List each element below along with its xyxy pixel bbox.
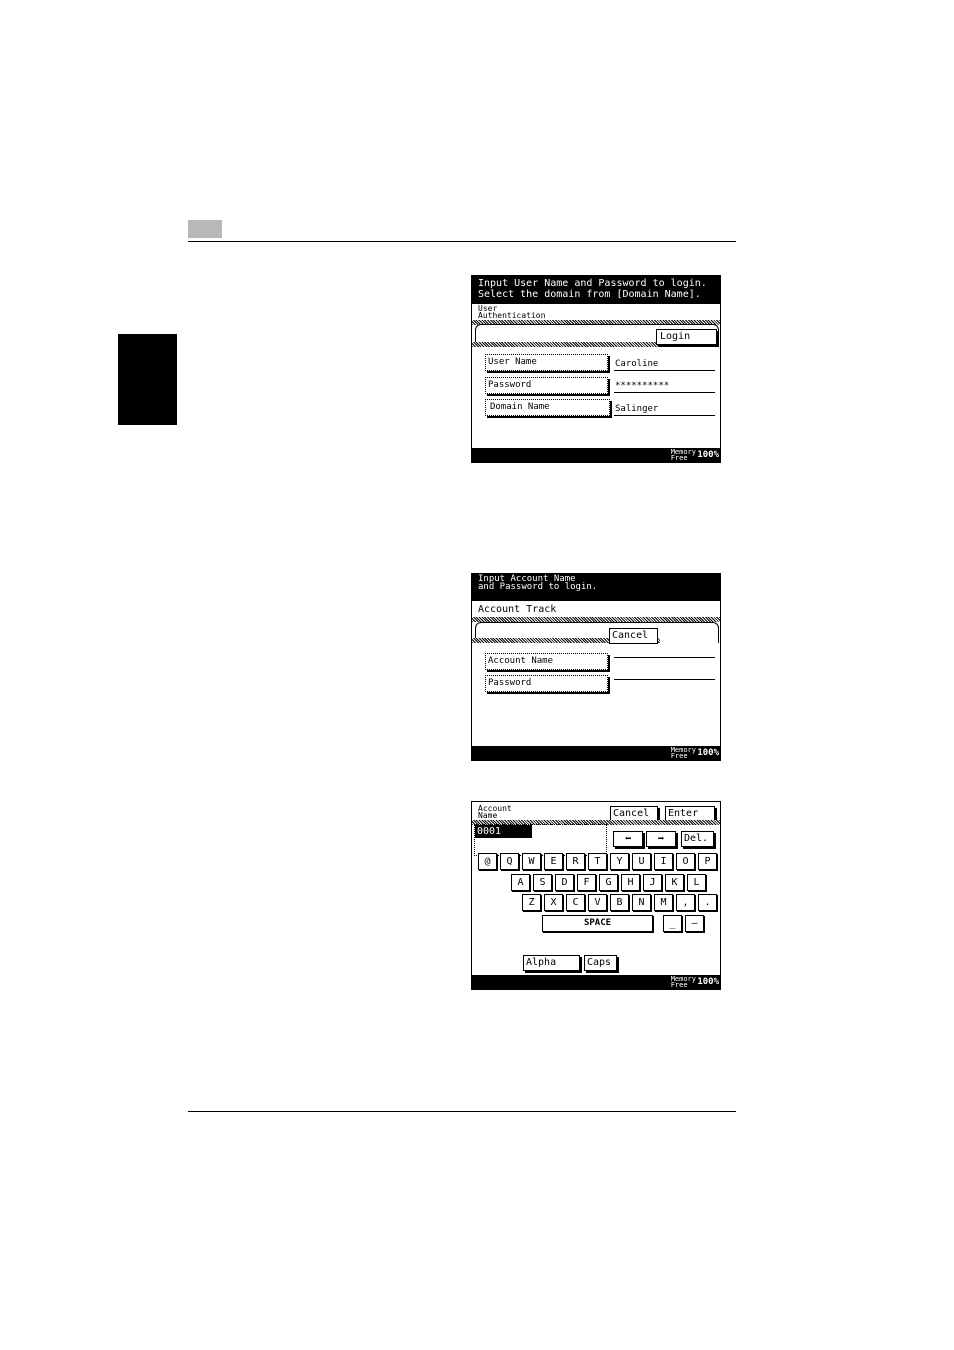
key-x[interactable]: X [544, 894, 563, 911]
account-track-screen [471, 573, 721, 761]
user-name-value: Caroline [614, 358, 715, 371]
cursor-left-button[interactable] [613, 831, 643, 847]
memory-free-label: Memory Free [670, 448, 696, 462]
key-d[interactable]: D [555, 874, 574, 891]
header-page-tab [188, 220, 222, 238]
key-underscore[interactable]: _ [663, 915, 682, 932]
memory-free-value: 100% [697, 977, 719, 987]
key-w[interactable]: W [522, 853, 541, 870]
key-u[interactable]: U [632, 853, 651, 870]
caps-button[interactable]: Caps [584, 955, 617, 971]
key-p[interactable]: P [698, 853, 717, 870]
key-s[interactable]: S [533, 874, 552, 891]
key-dash[interactable]: — [685, 915, 704, 932]
key-comma[interactable]: , [676, 894, 695, 911]
memory-free-value: 100% [697, 748, 719, 758]
password-button[interactable]: Password [485, 377, 608, 394]
domain-name-value: Salinger [614, 403, 715, 416]
message-bar: Input Account Name and Password to login. [472, 574, 720, 601]
login-button[interactable]: Login [656, 329, 717, 345]
key-k[interactable]: K [665, 874, 684, 891]
cancel-button[interactable]: Cancel [610, 806, 658, 822]
alpha-button[interactable]: Alpha [523, 955, 580, 971]
section-label: User Authentication [478, 304, 546, 320]
user-auth-screen [471, 275, 721, 463]
key-z[interactable]: Z [522, 894, 541, 911]
hatch-divider [472, 342, 660, 347]
status-bar [472, 975, 720, 989]
key-q[interactable]: Q [500, 853, 519, 870]
key-n[interactable]: N [632, 894, 651, 911]
status-bar [472, 448, 720, 462]
memory-free-label: Memory Free [670, 975, 696, 989]
key-g[interactable]: G [599, 874, 618, 891]
memory-free-label: Memory Free [670, 746, 696, 760]
account-name-keyboard-screen [471, 801, 721, 990]
enter-button[interactable]: Enter [665, 806, 715, 822]
key-j[interactable]: J [643, 874, 662, 891]
key-o[interactable]: O [676, 853, 695, 870]
key-m[interactable]: M [654, 894, 673, 911]
header-rule [188, 241, 736, 242]
key-r[interactable]: R [566, 853, 585, 870]
password-value: ********** [614, 380, 715, 393]
key-period[interactable]: . [698, 894, 717, 911]
key-c[interactable]: C [566, 894, 585, 911]
screen-title: Account Name [478, 804, 512, 820]
footer-rule [188, 1111, 736, 1112]
space-key[interactable]: SPACE [542, 915, 653, 932]
password-button[interactable]: Password [485, 675, 608, 692]
key-v[interactable]: V [588, 894, 607, 911]
cancel-button[interactable]: Cancel [609, 628, 658, 644]
key-t[interactable]: T [588, 853, 607, 870]
key-f[interactable]: F [577, 874, 596, 891]
arrow-left-icon: ⬅ [624, 832, 632, 845]
key-h[interactable]: H [621, 874, 640, 891]
key-b[interactable]: B [610, 894, 629, 911]
chapter-side-tab [118, 334, 177, 425]
key-a[interactable]: A [511, 874, 530, 891]
delete-button[interactable]: Del. [681, 831, 714, 847]
key-l[interactable]: L [687, 874, 706, 891]
account-name-button[interactable]: Account Name [485, 653, 608, 670]
message-bar: Input User Name and Password to login. Select the domain from [Domain Name]. [472, 276, 720, 304]
key-e[interactable]: E [544, 853, 563, 870]
arrow-right-icon: ➡ [657, 832, 665, 845]
key-at[interactable]: @ [478, 853, 497, 870]
memory-free-value: 100% [697, 450, 719, 460]
key-i[interactable]: I [654, 853, 673, 870]
key-y[interactable]: Y [610, 853, 629, 870]
user-name-button[interactable]: User Name [485, 354, 608, 371]
section-label: Account Track [478, 604, 557, 615]
cursor-right-button[interactable] [646, 831, 676, 847]
status-bar [472, 746, 720, 760]
password-value [614, 679, 715, 680]
account-name-value [614, 657, 715, 658]
account-name-input[interactable]: 0001 [475, 825, 532, 838]
domain-name-button[interactable]: Domain Name [485, 399, 610, 416]
